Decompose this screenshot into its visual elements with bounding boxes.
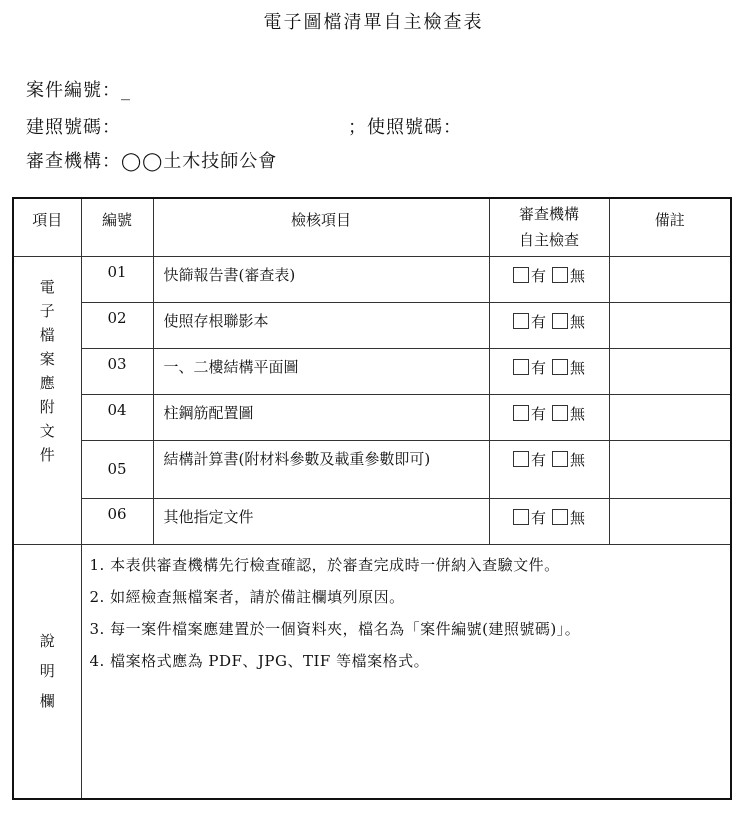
category-char: 電 [39,277,55,296]
no-label: 無 [570,404,586,423]
row-item: 一、二樓結構平面圖 [153,348,489,394]
row-check [489,440,609,498]
notes-row [13,544,731,799]
row-check [489,302,609,348]
row-number: 06 [81,498,153,544]
category-char: 應 [39,373,55,392]
no-checkbox[interactable] [552,509,568,525]
table-row [13,348,731,394]
yes-label: 有 [530,450,546,469]
yes-label: 有 [530,312,546,331]
agency-line: 審查機構：◯◯土木技師公會 [26,151,278,172]
yes-checkbox[interactable] [513,267,529,283]
case-number-line: 案件編號：_ [26,80,131,101]
row-check [489,348,609,394]
no-checkbox[interactable] [552,359,568,375]
row-item: 其他指定文件 [153,498,489,544]
checklist-table [12,197,732,800]
note-line: 3. 每一案件檔案應建置於一個資料夾，檔名為「案件編號(建照號碼)」。 [89,619,581,638]
table-row [13,256,731,302]
header-self-check-line1: 審查機構 [518,205,579,223]
use-permit-line: ；使照號碼： [348,117,462,138]
category-char: 檔 [39,325,55,344]
yes-checkbox[interactable] [513,451,529,467]
no-checkbox[interactable] [552,451,568,467]
row-remark[interactable] [609,394,731,440]
note-line: 2. 如經檢查無檔案者，請於備註欄填列原因。 [89,587,405,606]
no-label: 無 [570,450,586,469]
permit-number-line: 建照號碼： [26,117,121,138]
row-check [489,394,609,440]
row-remark[interactable] [609,256,731,302]
category-char: 案 [39,349,55,368]
row-number: 01 [81,256,153,302]
no-checkbox[interactable] [552,267,568,283]
header-item: 項目 [13,198,81,256]
header-number: 編號 [81,198,153,256]
table-header-row [13,198,731,256]
notes-char: 明 [39,662,55,681]
no-label: 無 [570,508,586,527]
category-char: 附 [39,397,55,416]
row-number: 04 [81,394,153,440]
yes-checkbox[interactable] [513,509,529,525]
row-item: 結構計算書(附材料參數及載重參數即可) [153,440,489,498]
table-row [13,440,731,498]
row-number: 03 [81,348,153,394]
no-checkbox[interactable] [552,405,568,421]
yes-checkbox[interactable] [513,359,529,375]
yes-checkbox[interactable] [513,405,529,421]
category-char: 子 [39,301,55,320]
yes-label: 有 [530,266,546,285]
notes-char: 說 [39,632,55,651]
notes-char: 欄 [39,692,55,711]
row-check [489,256,609,302]
no-label: 無 [570,266,586,285]
row-remark[interactable] [609,440,731,498]
table-row [13,394,731,440]
page-title: 電子圖檔清單自主檢查表 [263,12,484,33]
yes-label: 有 [530,508,546,527]
table-row [13,498,731,544]
yes-label: 有 [530,404,546,423]
row-item: 快篩報告書(審查表) [153,256,489,302]
yes-checkbox[interactable] [513,313,529,329]
no-checkbox[interactable] [552,313,568,329]
table-row [13,302,731,348]
row-check [489,498,609,544]
header-self-check-line2: 自主檢查 [518,231,579,249]
header-check-item: 檢核項目 [153,198,489,256]
notes-cell [81,544,731,799]
row-number: 02 [81,302,153,348]
category-char: 件 [39,445,55,464]
row-number: 05 [81,440,153,498]
yes-label: 有 [530,358,546,377]
row-item: 使照存根聯影本 [153,302,489,348]
no-label: 無 [570,358,586,377]
row-remark[interactable] [609,302,731,348]
row-item: 柱鋼筋配置圖 [153,394,489,440]
note-line: 4. 檔案格式應為 PDF、JPG、TIF 等檔案格式。 [89,651,430,670]
row-remark[interactable] [609,498,731,544]
header-remark: 備註 [609,198,731,256]
row-remark[interactable] [609,348,731,394]
category-char: 文 [39,421,55,440]
note-line: 1. 本表供審查機構先行檢查確認，於審查完成時一併納入查驗文件。 [89,555,560,574]
no-label: 無 [570,312,586,331]
notes-category-cell [13,544,81,799]
category-cell [13,256,81,544]
header-self-check [489,198,609,256]
